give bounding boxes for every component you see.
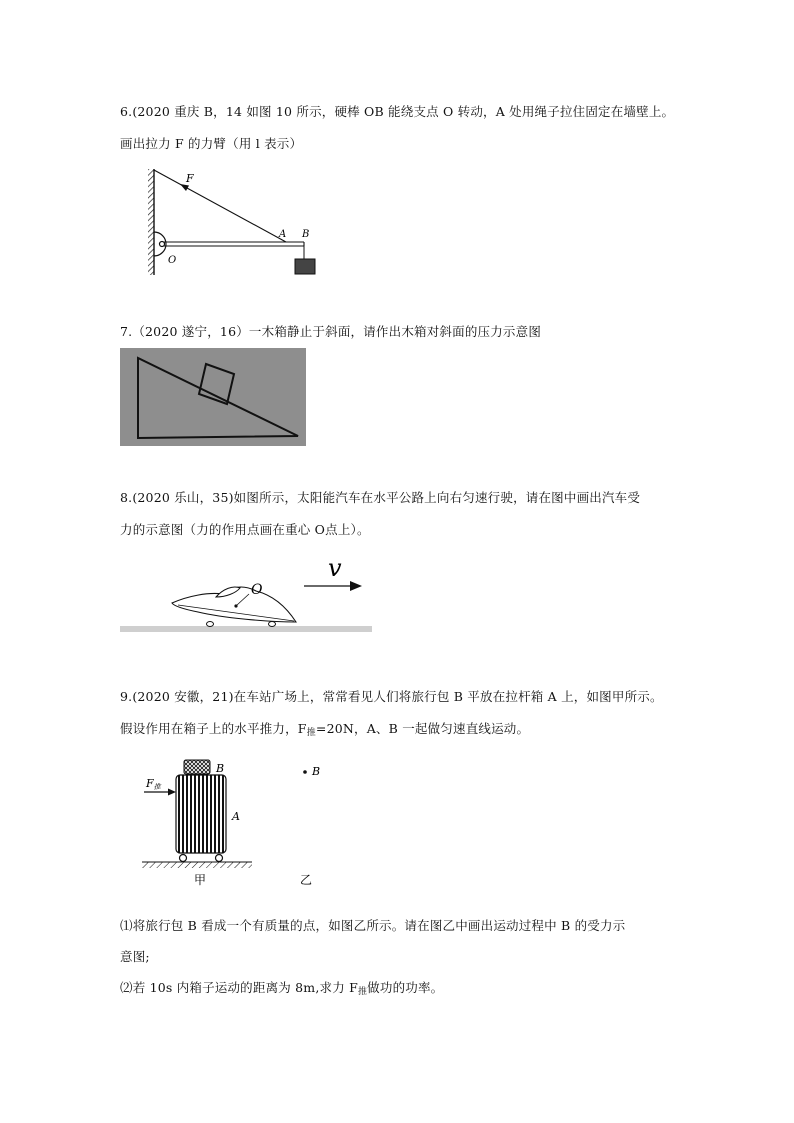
q6-label-a: A — [279, 229, 287, 240]
q8-label-v: v — [328, 554, 342, 582]
q9-wheel-left — [180, 855, 187, 862]
q9-label-f-main: F — [146, 777, 154, 790]
q9-point-b — [303, 770, 307, 774]
q8-car-figure — [118, 552, 374, 634]
q8-ground — [120, 626, 372, 632]
q9-text-line1: 9.(2020 安徽，21)在车站广场上，常常看见人们将旅行包 B 平放在拉杆箱 A 上，如图甲所示。 — [120, 689, 663, 704]
q6-pivot-o — [160, 242, 165, 247]
q9-caption-yi: 乙 — [300, 873, 313, 887]
q9-wheel-right — [216, 855, 223, 862]
q9-suitcase-figure — [138, 752, 338, 892]
q6-label-b: B — [302, 229, 310, 240]
q9-caption-jia: 甲 — [194, 873, 207, 887]
q6-label-o: O — [168, 255, 177, 266]
q6-force-arrow — [180, 184, 189, 191]
q8-wheel-rear — [269, 622, 276, 627]
q8-velocity-arrowhead — [350, 581, 362, 591]
q9-text-line2-sub: 推 — [306, 728, 316, 738]
q6-label-f: F — [186, 172, 194, 185]
q9-label-b: B — [216, 762, 225, 775]
q9-part2-a: ⑵若 10s 内箱子运动的距离为 8m,求力 F — [120, 980, 358, 995]
q9-suitcase-a — [176, 775, 226, 853]
q9-part2-b: 做功的功率。 — [367, 980, 444, 995]
q9-push-arrowhead — [168, 789, 176, 796]
q9-label-point-b: B — [312, 765, 321, 778]
q9-part2-sub: 推 — [357, 987, 368, 997]
q9-part2-line — [120, 980, 443, 1000]
q8-text-line1: 8.(2020 乐山，35)如图所示，太阳能汽车在水平公路上向右匀速行驶，请在图中画出汽车受 — [120, 490, 641, 505]
q6-weight-block — [295, 259, 315, 274]
q9-label-f-sub: 推 — [153, 783, 161, 791]
q9-label-a: A — [232, 810, 240, 823]
q8-wheel-front — [207, 622, 214, 627]
q9-text-line2-a: 假设作用在箱子上的水平推力，F — [120, 721, 307, 736]
q8-text-line2: 力的示意图（力的作用点画在重心 O点上）。 — [120, 522, 370, 537]
q7-text-line1: 7.（2020 遂宁，16）一木箱静止于斜面，请作出木箱对斜面的压力示意图 — [120, 324, 542, 339]
q6-text-line2: 画出拉力 F 的力臂（用 l 表示） — [120, 136, 303, 151]
q8-label-o: O — [251, 582, 263, 598]
q9-part1-line1: ⑴将旅行包 B 看成一个有质量的点，如图乙所示。请在图乙中画出运动过程中 B 的受力示 — [120, 918, 626, 933]
q6-text-line1: 6.(2020 重庆 B，14 如图 10 所示，硬棒 OB 能绕支点 O 转动，A 处用绳子拉住固定在墙壁上。 — [120, 104, 675, 119]
q9-bag-b — [184, 760, 210, 774]
q9-text-line2-b: =20N，A、B 一起做匀速直线运动。 — [315, 721, 530, 736]
q6-rope — [154, 170, 286, 242]
q9-part1-line2: 意图; — [120, 949, 150, 964]
q6-lever-figure — [140, 166, 330, 278]
q9-ground-hatch — [142, 862, 252, 868]
q9-text-line2 — [120, 721, 529, 741]
q6-wall — [148, 169, 154, 275]
q7-incline-figure — [120, 348, 306, 446]
q9-label-f — [145, 777, 162, 791]
